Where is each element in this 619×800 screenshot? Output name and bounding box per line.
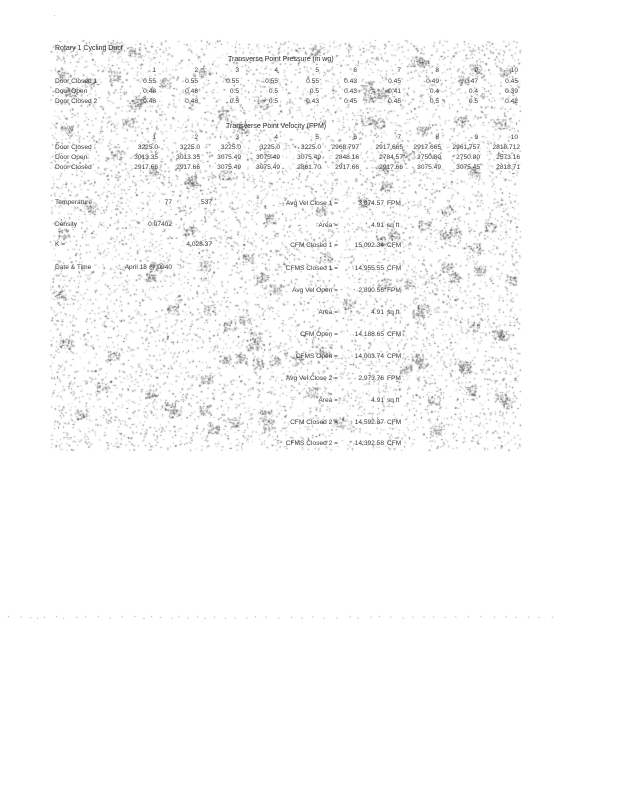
pressure-col-header: 3 xyxy=(235,67,239,74)
pressure-cell: 0.5 xyxy=(468,98,478,105)
result-unit: FPM xyxy=(387,375,401,382)
pressure-cell: 0.41 xyxy=(388,88,401,95)
pressure-col-header: 8 xyxy=(435,67,439,74)
pressure-title: Transverse Point Pressure (in wg) xyxy=(228,56,334,63)
velocity-cell: 2861.70 xyxy=(297,164,321,171)
param-value-2: 537 xyxy=(200,199,212,206)
result-unit: FPM xyxy=(387,287,401,294)
result-label: Avg Vel Close 2 = xyxy=(285,375,338,382)
velocity-cell: 3075.49 xyxy=(256,164,280,171)
pressure-col-header: 6 xyxy=(353,67,357,74)
velocity-cell: 3225.0 xyxy=(137,144,158,151)
result-unit: CFM xyxy=(387,242,402,249)
velocity-col-header: 4 xyxy=(274,134,278,141)
velocity-cell: 3225.0 xyxy=(259,144,280,151)
pressure-cell: 0.55 xyxy=(143,78,156,85)
pressure-col-header: 4 xyxy=(274,67,278,74)
pressure-cell: 0.48 xyxy=(185,88,198,95)
result-value: 14,188.65 xyxy=(354,331,384,338)
result-label: CFM Closed 1 = xyxy=(290,242,338,249)
velocity-cell: 3075.49 xyxy=(417,164,441,171)
velocity-cell: 2784.57 xyxy=(379,154,403,161)
pressure-cell: 0.43 xyxy=(306,98,319,105)
result-value: 14,392.58 xyxy=(354,440,384,447)
corner-mark: ` . xyxy=(50,12,56,18)
velocity-col-header: 7 xyxy=(397,134,401,141)
result-unit: FPM xyxy=(387,200,401,207)
result-label: CFM Closed 2 = xyxy=(290,419,338,426)
velocity-cell: 2917.66 xyxy=(379,164,403,171)
pressure-col-header: 5 xyxy=(315,67,319,74)
velocity-cell: 2848.16 xyxy=(335,154,359,161)
velocity-row-label: Door Closed xyxy=(55,164,92,171)
result-label: CFMS Open = xyxy=(295,353,338,360)
velocity-cell: 2917.66 xyxy=(176,164,200,171)
velocity-cell: 2818.71 xyxy=(496,164,520,171)
result-value: 3,074.57 xyxy=(358,200,384,207)
param-label: Date & Time xyxy=(55,264,92,271)
sheet-title: Rotary 1 Cycling Duct xyxy=(55,45,123,52)
velocity-cell: 2917.66 xyxy=(335,164,359,171)
result-unit: sq ft xyxy=(387,222,400,229)
pressure-cell: 0.43 xyxy=(344,78,357,85)
velocity-cell: 3013.35 xyxy=(134,154,158,161)
velocity-row-label: Door Open xyxy=(55,154,88,161)
pressure-cell: 0.45 xyxy=(505,78,518,85)
result-unit: sq ft xyxy=(387,309,400,316)
pressure-cell: 0.39 xyxy=(505,88,518,95)
result-value: 4.91 xyxy=(371,222,384,229)
pressure-cell: 0.4 xyxy=(468,88,478,95)
velocity-col-header: 5 xyxy=(315,134,319,141)
pressure-cell: 0.45 xyxy=(388,98,401,105)
param-label: K = xyxy=(55,241,66,248)
result-value: 2,890.56 xyxy=(358,287,384,294)
velocity-col-header: 3 xyxy=(235,134,239,141)
velocity-cell: 3013.35 xyxy=(176,154,200,161)
result-value: 14,955.55 xyxy=(354,265,384,272)
result-label: Avg Vel Open = xyxy=(292,287,338,294)
pressure-row-label: Door Closed 2 xyxy=(55,98,98,105)
pressure-cell: 0.48 xyxy=(143,98,156,105)
pressure-col-header: 2 xyxy=(194,67,198,74)
pressure-cell: 0.5 xyxy=(268,88,278,95)
pressure-cell: 0.55 xyxy=(306,78,319,85)
result-unit: CFM xyxy=(387,331,402,338)
result-label: Area = xyxy=(318,309,338,316)
pressure-cell: 0.4 xyxy=(429,88,439,95)
velocity-row-label: Door Closed xyxy=(55,144,92,151)
velocity-cell: 3075.49 xyxy=(256,154,280,161)
param-value-1: April 18 @ 0940 xyxy=(124,264,172,271)
velocity-cell: 3225.0 xyxy=(300,144,321,151)
result-label: Area = xyxy=(318,222,338,229)
pressure-cell: 0.45 xyxy=(388,78,401,85)
velocity-cell: 3075.49 xyxy=(217,154,241,161)
velocity-cell: 2917.665 xyxy=(413,144,441,151)
pressure-cell: 0.48 xyxy=(143,88,156,95)
result-label: CFM Open = xyxy=(300,331,338,338)
param-value-1: 77 xyxy=(164,199,172,206)
velocity-col-header: 6 xyxy=(353,134,357,141)
velocity-col-header: 9 xyxy=(474,134,478,141)
result-unit: CFM xyxy=(387,440,402,447)
velocity-col-header: 10 xyxy=(510,134,518,141)
pressure-col-header: 9 xyxy=(474,67,478,74)
pressure-cell: 0.45 xyxy=(344,98,357,105)
pressure-col-header: 7 xyxy=(397,67,401,74)
velocity-title: Transverse Point Velocity (FPM) xyxy=(226,123,327,130)
result-value: 14,003.74 xyxy=(354,353,384,360)
pressure-cell: 0.5 xyxy=(429,98,439,105)
velocity-cell: 2968.797 xyxy=(331,144,359,151)
pressure-cell: 0.5 xyxy=(309,88,319,95)
param-value-2: 4,028.37 xyxy=(186,241,212,248)
result-value: 4.91 xyxy=(371,397,384,404)
velocity-cell: 2818.712 xyxy=(492,144,520,151)
pressure-cell: 0.55 xyxy=(226,78,239,85)
result-value: 14,592.87 xyxy=(354,419,384,426)
velocity-cell: 3225.0 xyxy=(220,144,241,151)
pressure-row-label: Door Open xyxy=(55,88,88,95)
pressure-cell: 0.42 xyxy=(505,98,518,105)
velocity-cell: 3075.49 xyxy=(297,154,321,161)
pressure-row-label: Door Closed 1 xyxy=(55,78,98,85)
result-value: 2,973.76 xyxy=(358,375,384,382)
result-unit: CFM xyxy=(387,419,402,426)
pressure-cell: 0.5 xyxy=(229,98,239,105)
pressure-cell: 0.5 xyxy=(229,88,239,95)
result-unit: CFM xyxy=(387,265,402,272)
result-label: Avg Vel Close 1 = xyxy=(285,200,338,207)
velocity-cell: 3225.0 xyxy=(179,144,200,151)
velocity-cell: 2917.665 xyxy=(375,144,403,151)
param-label: Density xyxy=(55,221,77,228)
velocity-col-header: 2 xyxy=(194,134,198,141)
result-unit: CFM xyxy=(387,353,402,360)
pressure-cell: 0.55 xyxy=(265,78,278,85)
result-unit: sq ft xyxy=(387,397,400,404)
pressure-col-header: 10 xyxy=(510,67,518,74)
pressure-cell: 0.55 xyxy=(185,78,198,85)
param-label: Temperature xyxy=(55,199,93,206)
result-value: 4.91 xyxy=(371,309,384,316)
velocity-cell: 2961.757 xyxy=(452,144,480,151)
result-value: 15,092.34 xyxy=(354,242,384,249)
velocity-col-header: 1 xyxy=(152,134,156,141)
param-value-1: 0.07402 xyxy=(148,221,172,228)
velocity-cell: 2573.16 xyxy=(496,154,520,161)
velocity-cell: 3075.49 xyxy=(217,164,241,171)
pressure-col-header: 1 xyxy=(152,67,156,74)
velocity-col-header: 8 xyxy=(435,134,439,141)
velocity-cell: 2750.80 xyxy=(417,154,441,161)
pressure-cell: 0.43 xyxy=(344,88,357,95)
velocity-cell: 2750.80 xyxy=(456,154,480,161)
pressure-cell: 0.5 xyxy=(268,98,278,105)
result-label: Area = xyxy=(318,397,338,404)
result-label: CFMS Closed 1 = xyxy=(285,265,338,272)
velocity-cell: 2917.66 xyxy=(134,164,158,171)
pressure-cell: 0.49 xyxy=(426,78,439,85)
velocity-cell: 3075.45 xyxy=(456,164,480,171)
result-label: CFMS Closed 2 = xyxy=(285,440,338,447)
pressure-cell: 0.48 xyxy=(185,98,198,105)
pressure-cell: 0.47 xyxy=(465,78,478,85)
